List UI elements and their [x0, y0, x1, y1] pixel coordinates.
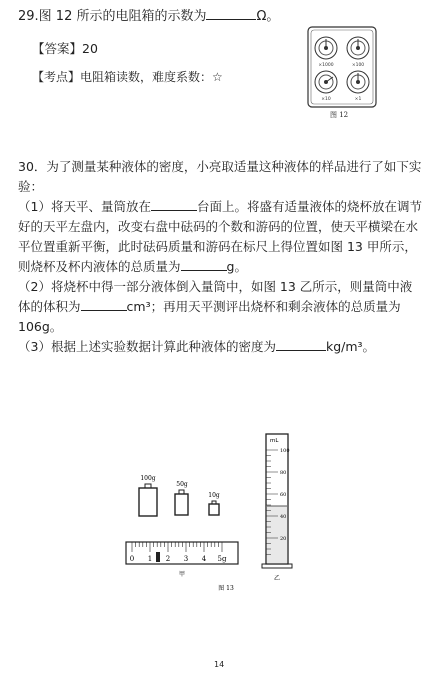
svg-text:50g: 50g: [176, 481, 188, 488]
q30-blank-1: [151, 198, 197, 211]
q30-blank-2: [181, 258, 227, 271]
label-yi: 乙: [273, 575, 281, 582]
dial-100: [347, 37, 369, 59]
q29-answer: 【答案】20: [32, 41, 98, 56]
figure-13-caption: 图 13: [218, 585, 234, 592]
figure-13: [118, 422, 348, 592]
graduated-cylinder: [262, 434, 292, 568]
q30-blank-4: [276, 338, 326, 351]
dial-label: ×1000: [318, 63, 334, 68]
page-number: 14: [214, 660, 225, 669]
dial-1000: [315, 37, 337, 59]
dial-label: ×1: [354, 97, 362, 102]
weight-100g: [139, 475, 157, 516]
svg-text:40: 40: [280, 514, 287, 520]
svg-text:3: 3: [183, 555, 189, 563]
svg-text:60: 60: [280, 492, 287, 498]
q30-part-2: （2）将烧杯中得一部分液体倒入量筒中，如图 13 乙所示，则量筒中液体的体积为 cm³；再用天平测评出烧杯和剩余液体的总质量为 106g。: [18, 279, 413, 334]
figure-12-caption: 图 12: [330, 111, 349, 119]
svg-text:2: 2: [165, 555, 171, 563]
q30-part-3: （3）根据上述实验数据计算此种液体的密度为 kg/m³。: [18, 339, 376, 354]
question-30: [18, 157, 422, 357]
q30-blank-3: [81, 298, 127, 311]
svg-text:mL: mL: [270, 438, 279, 444]
dial-10: [315, 71, 337, 93]
label-jia: 甲: [178, 571, 186, 578]
dial-label: ×100: [351, 63, 365, 68]
svg-text:10g: 10g: [208, 492, 220, 499]
svg-text:1: 1: [147, 555, 153, 563]
svg-text:20: 20: [280, 536, 287, 542]
question-29: [18, 7, 279, 26]
dial-1: [347, 71, 369, 93]
q30-intro: 30．为了测量某种液体的密度，小亮取适量这种液体的样品进行了如下实验：: [18, 159, 422, 194]
q29-knowledge-point: 【考点】电阻箱读数，难度系数：☆: [32, 70, 223, 84]
svg-text:0: 0: [129, 555, 135, 563]
dial-label: ×10: [321, 97, 331, 102]
q29-prompt: 29.图 12 所示的电阻箱的示数为: [18, 9, 207, 24]
svg-text:100g: 100g: [140, 475, 156, 482]
svg-text:4: 4: [201, 555, 207, 563]
weight-50g: [175, 481, 188, 515]
q29-blank: [206, 7, 256, 20]
svg-text:5g: 5g: [217, 555, 227, 563]
balance-ruler: [126, 542, 238, 564]
weight-10g: [208, 492, 220, 515]
q29-unit: Ω。: [256, 9, 280, 24]
svg-text:80: 80: [280, 470, 287, 476]
q30-part-1: （1）将天平、量筒放在 台面上。将盛有适量液体的烧杯放在调节好的天平左盘内，改变右盘中砝码的个数和游码的位置，使天平横梁在水平位置重新平衡，此时砝码质量和游码在标尺上得位置如图 13 甲所示，则烧杯及杯内液体的总质量为 g。: [18, 199, 422, 274]
rider-slider: [156, 552, 160, 562]
svg-text:100: 100: [280, 448, 290, 454]
resistance-box-figure: [307, 26, 377, 108]
